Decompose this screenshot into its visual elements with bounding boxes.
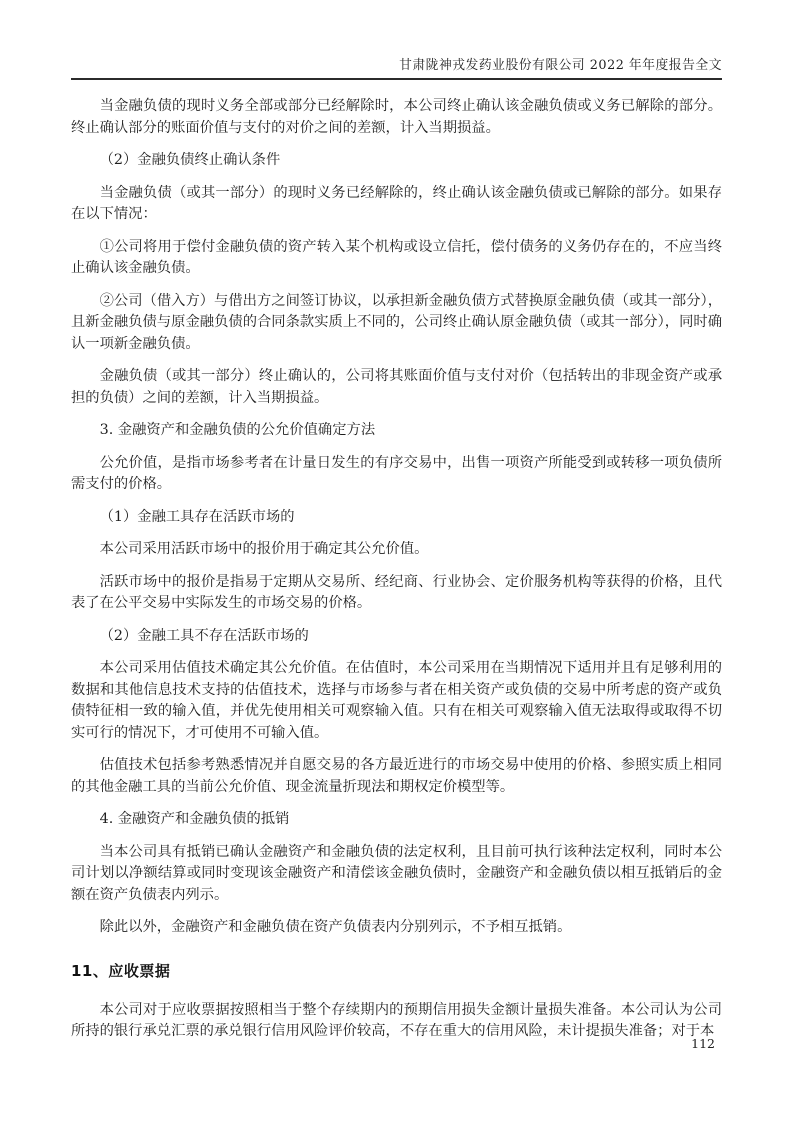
- paragraph: 3. 金融资产和金融负债的公允价值确定方法: [99, 422, 376, 438]
- report-title: 甘肃陇神戎发药业股份有限公司 2022 年年度报告全文: [399, 58, 722, 73]
- paragraph: 当金融负债（或其一部分）的现时义务已经解除的，终止确认该金融负债或已解除的部分。如果存在以下情况：: [71, 184, 722, 222]
- page-footer: [691, 1036, 715, 1051]
- document-body: [71, 96, 722, 1054]
- paragraph: ①公司将用于偿付金融负债的资产转入某个机构或设立信托，偿付债务的义务仍存在的，不应当终止确认该金融负债。: [71, 238, 722, 276]
- page-number: 112: [691, 1036, 715, 1051]
- paragraph: 当本公司具有抵销已确认金融资产和金融负债的法定权利，且目前可执行该种法定权利，同时本公司计划以净额结算或同时变现该金融资产和清偿该金融负债时，金融资产和金融负债以相互抵销后的金额在资产负债表内列示。: [71, 843, 722, 903]
- paragraph: 4. 金融资产和金融负债的抵销: [99, 811, 290, 827]
- paragraph: 除此以外，金融资产和金融负债在资产负债表内分别列示，不予相互抵销。: [99, 919, 572, 935]
- paragraph: 估值技术包括参考熟悉情况并自愿交易的各方最近进行的市场交易中使用的价格、参照实质上相同的其他金融工具的当前公允价值、现金流量折现法和期权定价模型等。: [71, 757, 722, 795]
- paragraph: 本公司对于应收票据按照相当于整个存续期内的预期信用损失金额计量损失准备。本公司认为公司所持的银行承兑汇票的承兑银行信用风险评价较高，不存在重大的信用风险，未计提损失准备；对于本: [71, 1001, 722, 1039]
- paragraph: 本公司采用活跃市场中的报价用于确定其公允价值。: [99, 541, 429, 557]
- paragraph: 公允价值，是指市场参考者在计量日发生的有序交易中，出售一项资产所能受到或转移一项负债所需支付的价格。: [71, 454, 722, 492]
- paragraph: 金融负债（或其一部分）终止确认的，公司将其账面价值与支付对价（包括转出的非现金资产或承担的负债）之间的差额，计入当期损益。: [71, 368, 722, 406]
- paragraph: 当金融负债的现时义务全部或部分已经解除时，本公司终止确认该金融负债或义务已解除的部分。终止确认部分的账面价值与支付的对价之间的差额，计入当期损益。: [71, 98, 722, 136]
- paragraph: （1）金融工具存在活跃市场的: [99, 508, 295, 525]
- section-heading-notes-receivable: 11、应收票据: [71, 961, 171, 980]
- paragraph: 本公司采用估值技术确定其公允价值。在估值时，本公司采用在当期情况下适用并且有足够利用的数据和其他信息技术支持的估值技术，选择与市场参与者在相关资产或负债的交易中所考虑的资产或负债特征相一致的输入值，并优先使用相关可观察输入值。只有在相关可观察输入值无法取得或取得不切实可行的情况下，才可使用不可输入值。: [71, 660, 722, 741]
- paragraph: ②公司（借入方）与借出方之间签订协议，以承担新金融负债方式替换原金融负债（或其一部分），且新金融负债与原金融负债的合同条款实质上不同的，公司终止确认原金融负债（或其一部分），同时确认一项新金融负债。: [71, 292, 722, 352]
- paragraph: （2）金融工具不存在活跃市场的: [99, 627, 309, 644]
- page-header: [71, 54, 722, 80]
- paragraph: 活跃市场中的报价是指易于定期从交易所、经纪商、行业协会、定价服务机构等获得的价格，且代表了在公平交易中实际发生的市场交易的价格。: [71, 573, 722, 611]
- paragraph: （2）金融负债终止确认条件: [99, 152, 281, 168]
